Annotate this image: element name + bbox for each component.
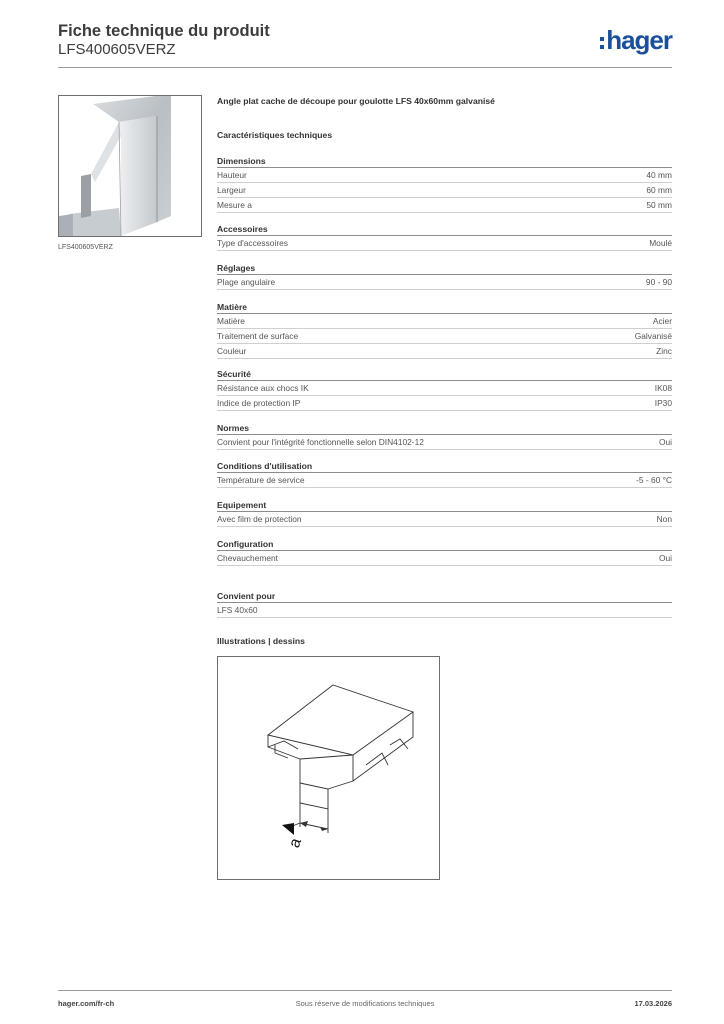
hager-logo[interactable] [600, 25, 672, 55]
spec-row [217, 198, 672, 213]
spec-value: 60 mm [646, 185, 672, 195]
section-title: Convient pour [217, 590, 672, 603]
spec-label: Chevauchement [217, 553, 278, 563]
spec-row [217, 314, 672, 329]
spec-section [217, 422, 672, 450]
spec-value: Zinc [656, 346, 672, 356]
spec-value: Galvanisé [634, 331, 672, 341]
spec-row [217, 236, 672, 251]
spec-value: -5 - 60 °C [636, 475, 672, 485]
spec-label: Avec film de protection [217, 514, 302, 524]
spec-value: IP30 [654, 398, 672, 408]
spec-row [217, 183, 672, 198]
technical-drawing-svg [218, 657, 439, 879]
logo-colon-icon [600, 37, 604, 49]
spec-row [217, 275, 672, 290]
product-reference: LFS400605VERZ [58, 41, 176, 58]
spec-section [217, 538, 672, 566]
product-photo [58, 95, 202, 237]
spec-row [217, 344, 672, 359]
spec-row [217, 396, 672, 411]
spec-label: Type d'accessoires [217, 238, 288, 248]
spec-label: Plage angulaire [217, 277, 276, 287]
logo-text: hager [606, 25, 672, 55]
spec-row [217, 435, 672, 450]
spec-value: Non [656, 514, 672, 524]
footer-notice: Sous réserve de modifications techniques [295, 999, 435, 1008]
tech-characteristics-title: Caractéristiques techniques [217, 130, 333, 140]
technical-drawing [217, 656, 440, 880]
spec-value: Oui [658, 437, 672, 447]
section-title: Equipement [217, 499, 672, 512]
section-title: Sécurité [217, 368, 672, 381]
spec-row [217, 551, 672, 566]
spec-row [217, 603, 672, 618]
spec-label: Hauteur [217, 170, 247, 180]
spec-section [217, 368, 672, 411]
section-title: Réglages [217, 262, 672, 275]
spec-row [217, 512, 672, 527]
spec-label: Résistance aux chocs IK [217, 383, 309, 393]
spec-value: Acier [652, 316, 672, 326]
spec-label: LFS 40x60 [217, 605, 258, 615]
page-header [58, 22, 672, 68]
spec-label: Convient pour l'intégrité fonctionnelle selon DIN4102-12 [217, 437, 424, 447]
spec-section [217, 223, 672, 251]
photo-caption: LFS400605VERZ [58, 244, 113, 251]
spec-value: IK08 [654, 383, 672, 393]
section-title: Dimensions [217, 155, 672, 168]
spec-row [217, 168, 672, 183]
section-title: Configuration [217, 538, 672, 551]
spec-section [217, 262, 672, 290]
spec-section [217, 590, 672, 618]
spec-section [217, 460, 672, 488]
spec-label: Couleur [217, 346, 247, 356]
spec-label: Mesure a [217, 200, 252, 210]
spec-value: 90 - 90 [645, 277, 672, 287]
spec-row [217, 473, 672, 488]
spec-value: Moulé [649, 238, 672, 248]
spec-row [217, 381, 672, 396]
section-title: Accessoires [217, 223, 672, 236]
footer-website-link[interactable]: hager.com/fr-ch [58, 999, 115, 1008]
spec-section [217, 301, 672, 359]
spec-label: Matière [217, 316, 245, 326]
spec-value: 50 mm [646, 200, 672, 210]
page-title: Fiche technique du produit [58, 22, 270, 40]
section-title: Conditions d'utilisation [217, 460, 672, 473]
footer-date: 17.03.2026 [634, 999, 672, 1008]
product-photo-image [59, 96, 201, 236]
spec-row [217, 329, 672, 344]
spec-section [217, 499, 672, 527]
illustrations-title: Illustrations | dessins [217, 636, 305, 646]
spec-section [217, 155, 672, 213]
page-footer [58, 990, 672, 1008]
dimension-label-a: a [286, 835, 306, 851]
spec-value: 40 mm [646, 170, 672, 180]
spec-label: Température de service [217, 475, 305, 485]
product-description: Angle plat cache de découpe pour goulotte LFS 40x60mm galvanisé [217, 96, 495, 106]
spec-label: Largeur [217, 185, 246, 195]
spec-label: Traitement de surface [217, 331, 299, 341]
section-title: Matière [217, 301, 672, 314]
spec-label: Indice de protection IP [217, 398, 301, 408]
spec-value: Oui [658, 553, 672, 563]
section-title: Normes [217, 422, 672, 435]
